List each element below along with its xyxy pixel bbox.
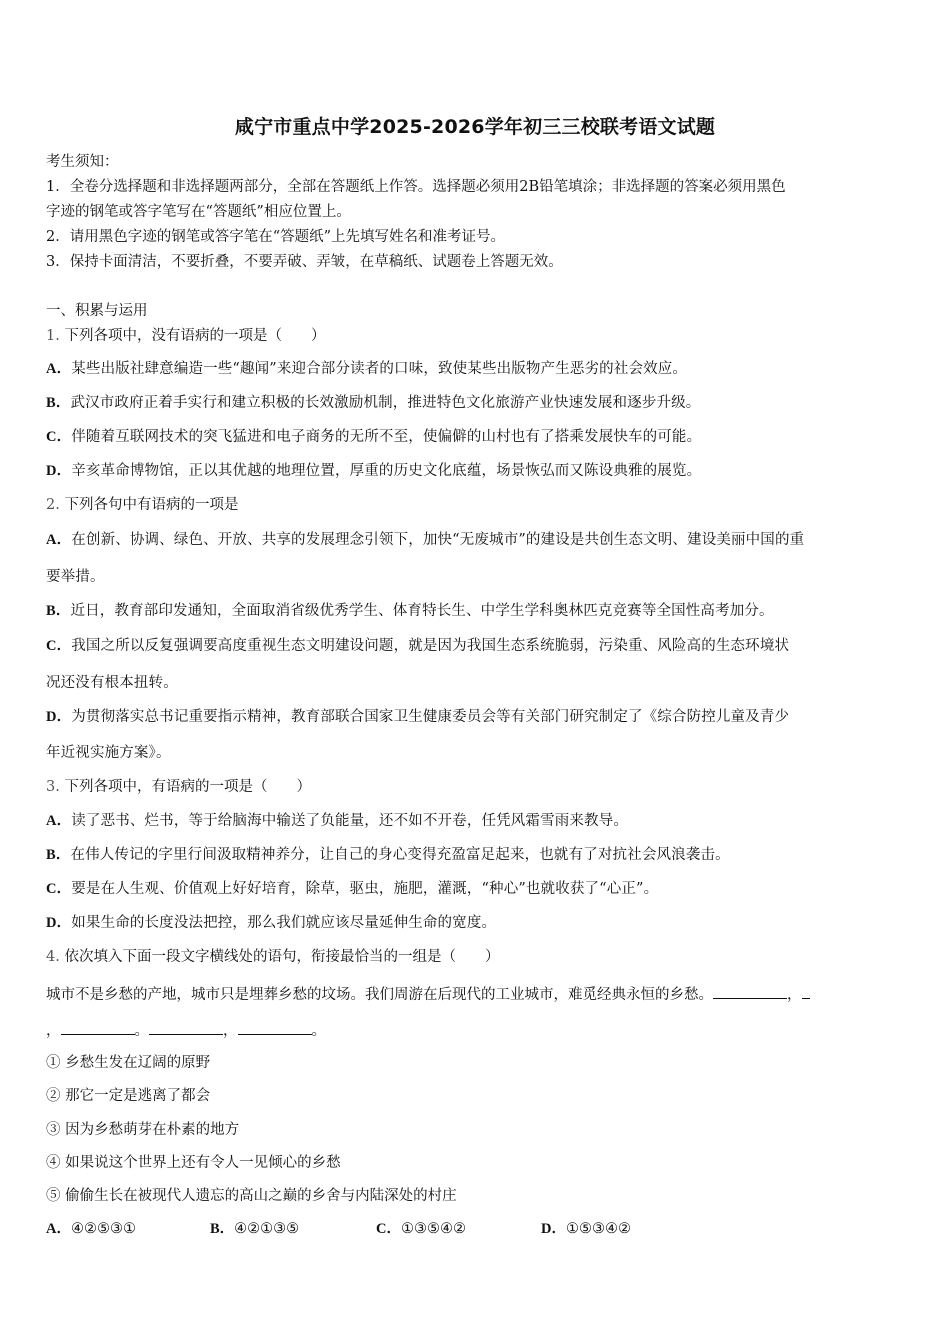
option-text: 读了恶书、烂书，等于给脑海中输送了负能量，还不如不开卷，任凭风霜雪雨来教导。	[71, 813, 628, 829]
q4-item-3: ③ 因为乡愁萌芽在朴素的地方	[46, 1122, 240, 1138]
passage-text: 城市不是乡愁的产地，城市只是埋葬乡愁的坟场。我们周游在后现代的工业城市，难觅经典永恒的乡愁。	[46, 987, 713, 1003]
choice-text: ①③⑤④②	[400, 1221, 466, 1237]
q2-text: 下列各句中有语病的一项是	[64, 497, 239, 513]
page-title: 咸宁市重点中学2025-2026学年初三三校联考语文试题	[234, 116, 716, 138]
option-text: 在创新、协调、绿色、开放、共享的发展理念引领下，加快“无废城市”的建设是共创生态文明、建设美丽中国的重	[71, 532, 805, 548]
choice-text: ①⑤③④②	[565, 1221, 631, 1237]
q3-option-a	[46, 811, 912, 831]
option-text: 辛亥革命博物馆，正以其优越的地理位置，厚重的历史文化底蕴，场景恢弘而又陈设典雅的展览。	[71, 463, 702, 479]
q3-number: 3.	[46, 779, 60, 795]
option-label: C．	[46, 881, 72, 897]
punctuation: ，	[46, 1023, 61, 1039]
option-label: A．	[46, 361, 72, 377]
q4-number: 4.	[46, 949, 60, 965]
q2-option-d-cont: 年近视实施方案》。	[46, 745, 171, 761]
q4-choice-b	[210, 1219, 299, 1239]
option-text: 为贯彻落实总书记重要指示精神，教育部联合国家卫生健康委员会等有关部门研究制定了《综合防控儿童及青少	[71, 709, 790, 725]
q2-stem	[46, 495, 912, 515]
notice-item-2: 2．请用黑色字迹的钢笔或答字笔在“答题纸”上先填写姓名和准考证号。	[46, 229, 506, 245]
q4-item-4: ④ 如果说这个世界上还有令人一见倾心的乡愁	[46, 1155, 341, 1171]
q2-option-c	[46, 636, 912, 656]
option-label: D．	[46, 709, 72, 725]
q4-choice-a	[46, 1219, 136, 1239]
q4-choice-d	[541, 1219, 631, 1239]
choice-text: ④②①③⑤	[234, 1221, 300, 1237]
choice-label: B．	[210, 1221, 235, 1237]
q4-item-1: ① 乡愁生发在辽阔的原野	[46, 1055, 211, 1071]
option-text: 如果生命的长度没法把控，那么我们就应该尽量延伸生命的宽度。	[71, 915, 497, 931]
section-heading: 一、积累与运用	[46, 303, 148, 319]
q4-passage-cont	[46, 1020, 912, 1041]
answer-blank	[713, 984, 787, 999]
option-text: 伴随着互联网技术的突飞猛进和电子商务的无所不至，使偏僻的山村也有了搭乘发展快车的可能。	[71, 429, 702, 445]
option-label: C．	[46, 429, 72, 445]
answer-blank	[238, 1020, 312, 1035]
option-text: 武汉市政府正着手实行和建立积极的长效激励机制，推进特色文化旅游产业快速发展和逐步升级。	[70, 395, 701, 411]
q1-option-b	[46, 393, 912, 413]
option-label: D．	[46, 915, 72, 931]
q4-passage	[46, 984, 912, 1005]
option-text: 要是在人生观、价值观上好好培育，除草，驱虫，施肥，灌溉，“种心”也就收获了“心正”。	[71, 881, 659, 897]
q2-option-a-cont: 要举措。	[46, 569, 105, 585]
option-text: 近日，教育部印发通知，全面取消省级优秀学生、体育特长生、中学生学科奥林匹克竞赛等全国性高考加分。	[70, 603, 774, 619]
q1-stem	[46, 326, 912, 346]
q1-option-c	[46, 427, 912, 447]
q4-stem	[46, 947, 912, 967]
punctuation: 。	[134, 1023, 149, 1039]
q1-number: 1.	[46, 328, 60, 344]
q2-option-c-cont: 况还没有根本扭转。	[46, 675, 178, 691]
q3-stem	[46, 777, 912, 797]
punctuation: ，	[223, 1023, 238, 1039]
q4-item-2: ② 那它一定是逃离了都会	[46, 1088, 211, 1104]
q2-option-d	[46, 707, 912, 727]
notice-item-3: 3．保持卡面清洁，不要折叠，不要弄破、弄皱，在草稿纸、试题卷上答题无效。	[46, 254, 563, 270]
q4-item-5: ⑤ 偷偷生长在被现代人遗忘的高山之巅的乡舍与内陆深处的村庄	[46, 1188, 457, 1204]
notice-item-1: 1．全卷分选择题和非选择题两部分，全部在答题纸上作答。选择题必须用2B铅笔填涂；非选择题的答案必须用黑色	[46, 179, 786, 195]
option-label: C．	[46, 638, 72, 654]
option-label: B．	[46, 603, 71, 619]
q3-text: 下列各项中，有语病的一项是（ ）	[64, 779, 311, 795]
q2-option-b	[46, 601, 912, 621]
choice-label: A．	[46, 1221, 71, 1237]
punctuation: 。	[311, 1023, 326, 1039]
q2-number: 2.	[46, 497, 60, 513]
option-text: 我国之所以反复强调要高度重视生态文明建设问题，就是因为我国生态系统脆弱，污染重、风险高的生态环境状	[71, 638, 790, 654]
choice-label: D．	[541, 1221, 566, 1237]
q3-option-d	[46, 913, 912, 933]
q4-choice-c	[376, 1219, 466, 1239]
q4-text: 依次填入下面一段文字横线处的语句，衔接最恰当的一组是（ ）	[64, 949, 500, 965]
q1-text: 下列各项中，没有语病的一项是（ ）	[64, 328, 326, 344]
choice-label: C．	[376, 1221, 401, 1237]
option-label: D．	[46, 463, 72, 479]
option-label: A．	[46, 532, 72, 548]
q3-option-c	[46, 879, 912, 899]
answer-blank	[61, 1020, 135, 1035]
option-text: 某些出版社肆意编造一些“趣闻”来迎合部分读者的口味，致使某些出版物产生恶劣的社会效应。	[71, 361, 688, 377]
option-text: 在伟人传记的字里行间汲取精神养分，让自己的身心变得充盈富足起来，也就有了对抗社会风浪袭击。	[70, 847, 730, 863]
q2-option-a	[46, 530, 912, 550]
answer-blank	[802, 984, 810, 999]
option-label: B．	[46, 847, 71, 863]
punctuation: ，	[787, 987, 802, 1003]
q3-option-b	[46, 845, 912, 865]
notice-item-1-cont: 字迹的钢笔或答字笔写在“答题纸”相应位置上。	[46, 204, 351, 220]
option-label: A．	[46, 813, 72, 829]
notice-heading: 考生须知：	[46, 154, 119, 170]
q1-option-d	[46, 461, 912, 481]
answer-blank	[149, 1020, 223, 1035]
option-label: B．	[46, 395, 71, 411]
choice-text: ④②⑤③①	[70, 1221, 136, 1237]
q1-option-a	[46, 359, 912, 379]
